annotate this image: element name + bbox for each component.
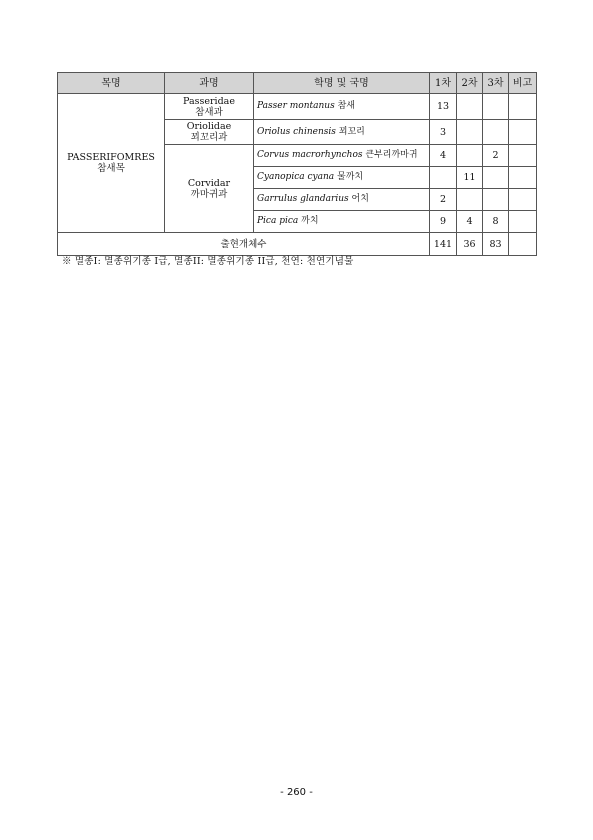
count-3: 2 — [483, 145, 509, 167]
count-1: 9 — [430, 211, 457, 233]
total-count-3: 83 — [483, 233, 509, 256]
header-species: 학명 및 국명 — [254, 73, 430, 94]
family-korean: 까마귀과 — [190, 188, 228, 200]
family-latin: Corvidar — [187, 177, 231, 189]
species-scientific: Oriolus chinensis — [257, 126, 336, 137]
species-cell — [254, 145, 430, 167]
species-scientific: Pica pica — [257, 216, 299, 226]
order-latin: PASSERIFOMRES — [67, 152, 155, 163]
header-row — [58, 73, 537, 94]
total-remarks — [509, 233, 537, 256]
total-count-1: 141 — [430, 233, 457, 256]
count-1: 2 — [430, 189, 457, 211]
total-count-2: 36 — [457, 233, 483, 256]
order-korean: 참새목 — [97, 163, 125, 174]
count-2 — [457, 189, 483, 211]
species-cell — [254, 189, 430, 211]
remarks — [509, 145, 537, 167]
species-cell — [254, 120, 430, 145]
family-latin: Oriolidae — [186, 121, 232, 132]
header-family: 과명 — [165, 73, 254, 94]
remarks — [509, 211, 537, 233]
order-cell — [58, 94, 165, 233]
count-3 — [483, 94, 509, 120]
table-row — [58, 94, 537, 120]
family-korean: 참새과 — [195, 106, 223, 118]
family-cell — [165, 120, 254, 145]
count-1: 3 — [430, 120, 457, 145]
footnote: ※ 멸종I: 멸종위기종 I급, 멸종II: 멸종위기종 II급, 천연: 천연기념물 — [62, 256, 354, 267]
species-scientific: Cyanopica cyana — [257, 172, 335, 182]
count-2 — [457, 120, 483, 145]
species-cell — [254, 211, 430, 233]
header-order: 목명 — [58, 73, 165, 94]
species-korean: 큰부리까마귀 — [365, 150, 418, 160]
species-korean: 어치 — [351, 194, 369, 204]
count-2 — [457, 94, 483, 120]
count-3 — [483, 167, 509, 189]
count-2 — [457, 145, 483, 167]
count-3 — [483, 189, 509, 211]
count-3 — [483, 120, 509, 145]
family-korean: 꾀꼬리과 — [190, 132, 228, 143]
bird-survey-table — [57, 72, 537, 256]
count-1: 4 — [430, 145, 457, 167]
remarks — [509, 189, 537, 211]
header-survey-2: 2차 — [457, 73, 483, 94]
page-number: - 260 - — [280, 787, 313, 798]
header-survey-1: 1차 — [430, 73, 457, 94]
remarks — [509, 94, 537, 120]
family-latin: Passeridae — [183, 95, 235, 107]
species-scientific: Garrulus glandarius — [257, 194, 349, 204]
total-label: 출현개체수 — [58, 233, 430, 256]
species-scientific: Corvus macrorhynchos — [257, 150, 363, 160]
header-survey-3: 3차 — [483, 73, 509, 94]
header-remarks: 비고 — [509, 73, 537, 94]
species-korean: 참새 — [337, 101, 355, 111]
species-korean: 꾀꼬리 — [338, 126, 365, 137]
species-korean: 까치 — [301, 216, 319, 226]
count-2: 4 — [457, 211, 483, 233]
count-1 — [430, 167, 457, 189]
count-2: 11 — [457, 167, 483, 189]
species-korean: 물까치 — [337, 172, 364, 182]
count-3: 8 — [483, 211, 509, 233]
species-scientific: Passer montanus — [257, 101, 335, 111]
remarks — [509, 167, 537, 189]
family-cell — [165, 145, 254, 233]
species-cell — [254, 167, 430, 189]
species-cell — [254, 94, 430, 120]
remarks — [509, 120, 537, 145]
count-1: 13 — [430, 94, 457, 120]
family-cell — [165, 94, 254, 120]
